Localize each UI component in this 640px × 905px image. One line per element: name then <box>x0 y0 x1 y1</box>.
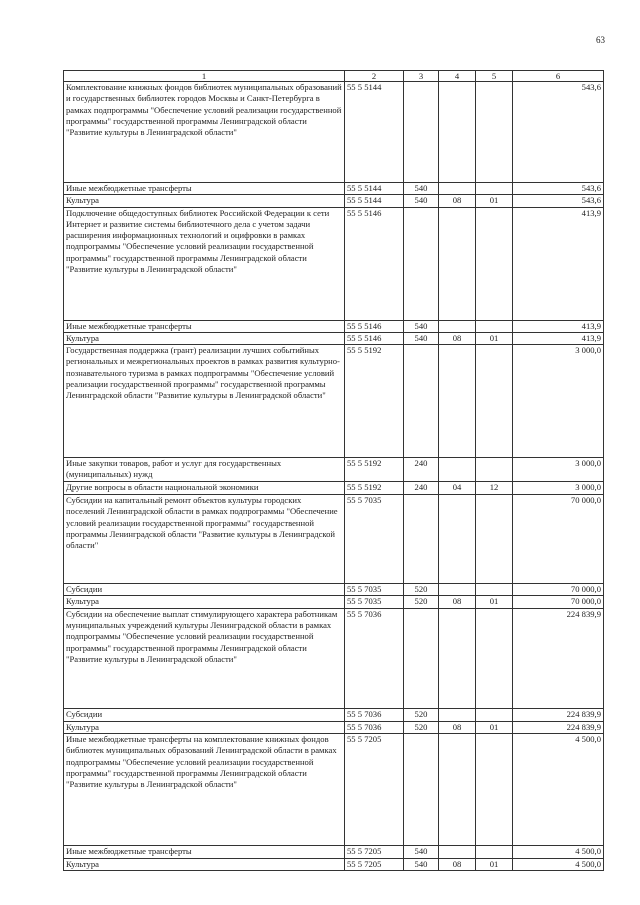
section-code: 08 <box>439 195 476 207</box>
target-article-code: 55 5 7036 <box>345 608 404 708</box>
expense-type-code: 540 <box>404 859 439 871</box>
expense-type-code <box>404 82 439 183</box>
budget-table <box>63 70 604 871</box>
target-article-code: 55 5 5146 <box>345 207 404 320</box>
row-name-cell: Культура <box>64 859 345 871</box>
section-code: 08 <box>439 859 476 871</box>
amount-cell: 413,9 <box>513 207 604 320</box>
expense-type-code <box>404 345 439 458</box>
section-code <box>439 207 476 320</box>
table-row <box>64 734 604 846</box>
row-name-cell: Культура <box>64 195 345 207</box>
section-code <box>439 734 476 846</box>
target-article-code: 55 5 5144 <box>345 82 404 183</box>
amount-cell: 3 000,0 <box>513 345 604 458</box>
amount-cell: 3 000,0 <box>513 482 604 495</box>
row-name-cell: Культура <box>64 332 345 344</box>
row-name-cell: Иные межбюджетные трансферты <box>64 846 345 859</box>
amount-cell: 543,6 <box>513 183 604 195</box>
expense-type-code <box>404 608 439 708</box>
table-row <box>64 195 604 207</box>
subsection-code: 12 <box>476 482 513 495</box>
row-name-cell: Субсидии на капитальный ремонт объектов культуры городских поселений Ленинградской области в рамках подпрограммы "Обеспечение условий реализации государственной программы" государственной программы Ленинградской области "Развитие культуры в Ленинградской области" <box>64 495 345 584</box>
expense-type-code <box>404 734 439 846</box>
expense-type-code: 540 <box>404 846 439 859</box>
expense-type-code: 540 <box>404 320 439 332</box>
subsection-code <box>476 183 513 195</box>
table-row <box>64 608 604 708</box>
subsection-code <box>476 608 513 708</box>
table-row <box>64 458 604 482</box>
section-code <box>439 584 476 596</box>
amount-cell: 4 500,0 <box>513 846 604 859</box>
page-number: 63 <box>596 35 605 45</box>
section-code <box>439 608 476 708</box>
expense-type-code: 520 <box>404 708 439 721</box>
subsection-code <box>476 495 513 584</box>
table-row <box>64 721 604 733</box>
section-code <box>439 345 476 458</box>
amount-cell: 224 839,9 <box>513 721 604 733</box>
target-article-code: 55 5 7036 <box>345 708 404 721</box>
header-cell: 2 <box>345 71 404 82</box>
target-article-code: 55 5 5192 <box>345 458 404 482</box>
row-name-cell: Иные межбюджетные трансферты <box>64 183 345 195</box>
amount-cell: 4 500,0 <box>513 859 604 871</box>
header-row <box>64 71 604 82</box>
subsection-code: 01 <box>476 596 513 608</box>
amount-cell: 224 839,9 <box>513 708 604 721</box>
table-row <box>64 846 604 859</box>
amount-cell: 70 000,0 <box>513 596 604 608</box>
target-article-code: 55 5 7035 <box>345 596 404 608</box>
header-cell: 5 <box>476 71 513 82</box>
row-name-cell: Культура <box>64 721 345 733</box>
expense-type-code <box>404 495 439 584</box>
table-row <box>64 207 604 320</box>
amount-cell: 70 000,0 <box>513 495 604 584</box>
subsection-code <box>476 345 513 458</box>
header-cell: 6 <box>513 71 604 82</box>
target-article-code: 55 5 5146 <box>345 320 404 332</box>
expense-type-code: 240 <box>404 482 439 495</box>
target-article-code: 55 5 5144 <box>345 183 404 195</box>
amount-cell: 413,9 <box>513 320 604 332</box>
table-row <box>64 345 604 458</box>
table-row <box>64 332 604 344</box>
expense-type-code: 540 <box>404 183 439 195</box>
amount-cell: 543,6 <box>513 195 604 207</box>
target-article-code: 55 5 5144 <box>345 195 404 207</box>
expense-type-code <box>404 207 439 320</box>
subsection-code <box>476 320 513 332</box>
section-code <box>439 320 476 332</box>
row-name-cell: Комплектование книжных фондов библиотек муниципальных образований и государственных библиотек городов Москвы и Санкт-Петербурга в рамках подпрограммы "Обеспечение условий реализации государственной программы" государственной программы Ленинградской области "Развитие культуры в Ленинградской области" <box>64 82 345 183</box>
table-row <box>64 596 604 608</box>
row-name-cell: Подключение общедоступных библиотек Российской Федерации к сети Интернет и развитие системы библиотечного дела с учетом задачи расширения информационных технологий и оцифровки в рамках подпрограммы "Обеспечение условий реализации государственной программы" государственной программы Ленинградской области "Развитие культуры в Ленинградской области" <box>64 207 345 320</box>
table-row <box>64 584 604 596</box>
target-article-code: 55 5 5146 <box>345 332 404 344</box>
table-row <box>64 859 604 871</box>
section-code: 08 <box>439 596 476 608</box>
header-cell: 3 <box>404 71 439 82</box>
expense-type-code: 540 <box>404 332 439 344</box>
table-row <box>64 183 604 195</box>
subsection-code <box>476 708 513 721</box>
row-name-cell: Иные межбюджетные трансферты <box>64 320 345 332</box>
target-article-code: 55 5 7205 <box>345 846 404 859</box>
target-article-code: 55 5 5192 <box>345 345 404 458</box>
row-name-cell: Иные межбюджетные трансферты на комплектование книжных фондов библиотек муниципальных образований Ленинградской области в рамках подпрограммы "Обеспечение условий реализации государственной программы" государственной программы Ленинградской области "Развитие культуры в Ленинградской области" <box>64 734 345 846</box>
target-article-code: 55 5 7035 <box>345 584 404 596</box>
amount-cell: 224 839,9 <box>513 608 604 708</box>
amount-cell: 3 000,0 <box>513 458 604 482</box>
amount-cell: 543,6 <box>513 82 604 183</box>
subsection-code <box>476 458 513 482</box>
target-article-code: 55 5 5192 <box>345 482 404 495</box>
section-code <box>439 495 476 584</box>
subsection-code <box>476 734 513 846</box>
expense-type-code: 520 <box>404 596 439 608</box>
row-name-cell: Государственная поддержка (грант) реализации лучших событийных региональных и межрегиональных проектов в рамках развития культурно-познавательного туризма в рамках подпрограммы "Обеспечение условий реализации государственной программы" государственной программы Ленинградской области "Развитие культуры в Ленинградской области" <box>64 345 345 458</box>
header-cell: 4 <box>439 71 476 82</box>
subsection-code <box>476 584 513 596</box>
table-row <box>64 320 604 332</box>
amount-cell: 4 500,0 <box>513 734 604 846</box>
expense-type-code: 520 <box>404 584 439 596</box>
table-row <box>64 482 604 495</box>
target-article-code: 55 5 7205 <box>345 859 404 871</box>
expense-type-code: 240 <box>404 458 439 482</box>
amount-cell: 70 000,0 <box>513 584 604 596</box>
subsection-code: 01 <box>476 332 513 344</box>
table-row <box>64 82 604 183</box>
row-name-cell: Субсидии <box>64 708 345 721</box>
target-article-code: 55 5 7205 <box>345 734 404 846</box>
header-cell: 1 <box>64 71 345 82</box>
row-name-cell: Иные закупки товаров, работ и услуг для государственных (муниципальных) нужд <box>64 458 345 482</box>
section-code <box>439 846 476 859</box>
row-name-cell: Субсидии <box>64 584 345 596</box>
section-code <box>439 82 476 183</box>
section-code: 08 <box>439 332 476 344</box>
subsection-code <box>476 82 513 183</box>
target-article-code: 55 5 7035 <box>345 495 404 584</box>
section-code <box>439 183 476 195</box>
section-code: 08 <box>439 721 476 733</box>
subsection-code: 01 <box>476 859 513 871</box>
table-row <box>64 708 604 721</box>
expense-type-code: 520 <box>404 721 439 733</box>
section-code <box>439 708 476 721</box>
amount-cell: 413,9 <box>513 332 604 344</box>
section-code <box>439 458 476 482</box>
table-row <box>64 495 604 584</box>
target-article-code: 55 5 7036 <box>345 721 404 733</box>
row-name-cell: Субсидии на обеспечение выплат стимулирующего характера работникам муниципальных учреждений культуры Ленинградской области в рамках подпрограммы "Обеспечение условий реализации государственной программы" государственной программы Ленинградской области "Развитие культуры в Ленинградской области" <box>64 608 345 708</box>
expense-type-code: 540 <box>404 195 439 207</box>
subsection-code <box>476 207 513 320</box>
row-name-cell: Другие вопросы в области национальной экономики <box>64 482 345 495</box>
subsection-code <box>476 846 513 859</box>
subsection-code: 01 <box>476 195 513 207</box>
row-name-cell: Культура <box>64 596 345 608</box>
subsection-code: 01 <box>476 721 513 733</box>
section-code: 04 <box>439 482 476 495</box>
